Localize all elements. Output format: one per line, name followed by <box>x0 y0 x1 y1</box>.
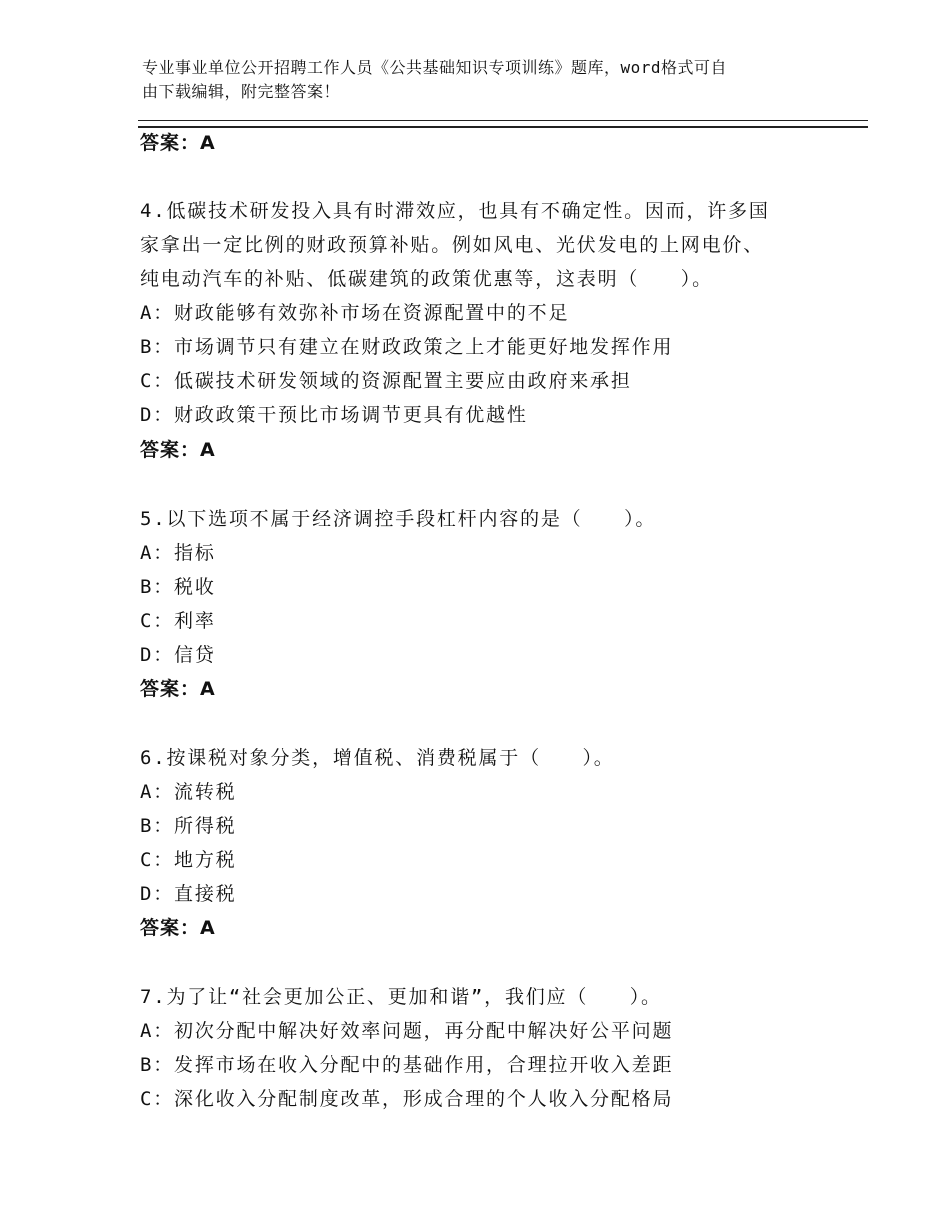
q4-option-b: B：市场调节只有建立在财政政策之上才能更好地发挥作用 <box>140 336 674 358</box>
q6-answer: 答案：A <box>140 917 216 939</box>
q7-option-c: C：深化收入分配制度改革，形成合理的个人收入分配格局 <box>140 1088 674 1110</box>
q5-option-c: C：利率 <box>140 610 216 632</box>
q4-option-a: A：财政能够有效弥补市场在资源配置中的不足 <box>140 302 570 324</box>
q4-stem-line-3: 纯电动汽车的补贴、低碳建筑的政策优惠等，这表明（ ）。 <box>140 268 713 290</box>
q7-option-b: B：发挥市场在收入分配中的基础作用，合理拉开收入差距 <box>140 1054 674 1076</box>
q5-option-b: B：税收 <box>140 576 216 598</box>
q5-option-d: D：信贷 <box>140 644 216 666</box>
q4-stem-line-2: 家拿出一定比例的财政预算补贴。例如风电、光伏发电的上网电价、 <box>140 234 765 256</box>
q6-stem-line-1: 6.按课税对象分类，增值税、消费税属于（ ）。 <box>140 747 615 769</box>
header-line-1: 专业事业单位公开招聘工作人员《公共基础知识专项训练》题库，word格式可自 <box>142 58 728 77</box>
q4-answer: 答案：A <box>140 439 216 461</box>
q5-answer: 答案：A <box>140 678 216 700</box>
answer-top: 答案：A <box>140 132 216 154</box>
q4-option-d: D：财政政策干预比市场调节更具有优越性 <box>140 404 528 426</box>
q6-option-b: B：所得税 <box>140 815 237 837</box>
document-header <box>142 56 822 104</box>
q5-option-a: A：指标 <box>140 542 216 564</box>
q4-option-c: C：低碳技术研发领域的资源配置主要应由政府来承担 <box>140 370 632 392</box>
q6-option-d: D：直接税 <box>140 883 237 905</box>
q4-stem-line-1: 4.低碳技术研发投入具有时滞效应，也具有不确定性。因而，许多国 <box>140 200 770 222</box>
q7-option-a: A：初次分配中解决好效率问题，再分配中解决好公平问题 <box>140 1020 674 1042</box>
header-line-2: 由下载编辑，附完整答案！ <box>142 82 341 101</box>
header-divider <box>138 120 868 128</box>
q5-stem-line-1: 5.以下选项不属于经济调控手段杠杆内容的是（ ）。 <box>140 508 657 530</box>
q6-option-a: A：流转税 <box>140 781 237 803</box>
q6-option-c: C：地方税 <box>140 849 237 871</box>
q7-stem-line-1: 7.为了让“社会更加公正、更加和谐”，我们应（ ）。 <box>140 986 662 1008</box>
